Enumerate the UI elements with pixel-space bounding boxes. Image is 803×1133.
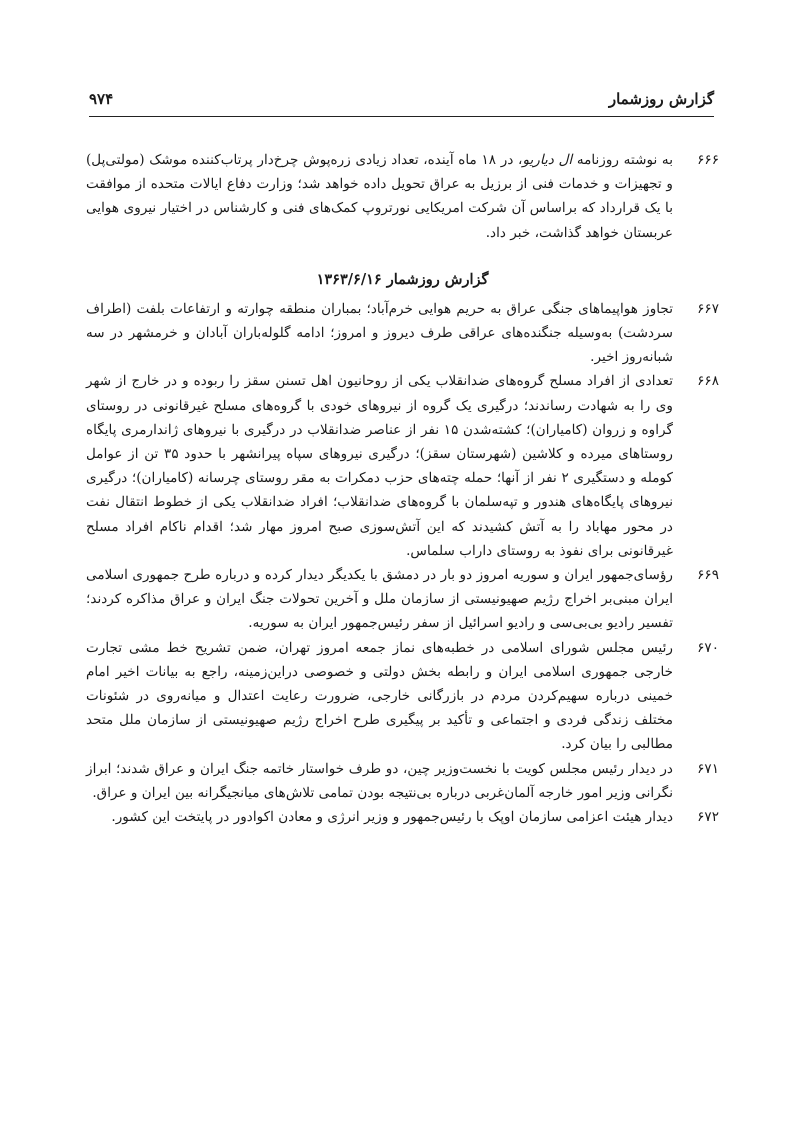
newspaper-name: ال دیاریو xyxy=(522,152,573,168)
entry-text: تعدادی از افراد مسلح گروه‌های ضدانقلاب یکی از روحانیون اهل تسنن سقز را ربوده و در خارج از شهر وی را به شهادت رساندند؛ درگیری یک گروه از نیروهای خودی با گروه‌های مسلح غیرقانونی در روستای گراوه و زروان (کامیاران)؛ کشته‌شدن ۱۵ نفر از عناصر ضدانقلاب در درگیری با نیروهای ژاندارمری پایگاه روستاهای میرده و کلاشین (شهرستان سقز)؛ درگیری نیروهای سپاه پیرانشهر با حدود ۳۵ تن از عوامل کومله و دستگیری ۲ نفر از آنها؛ حمله چته‌های حزب دمکرات به مقر روستای چرسانه (کامیاران)؛ درگیری نیروهای پایگاه‌های هندور و تپه‌سلمان با گروه‌های ضدانقلاب؛ افراد ضدانقلاب یکی از خطوط انتقال نفت در محور مهاباد را به آتش کشیدند که این آتش‌سوزی صبح امروز مهار شد؛ اقدام ناکام افراد مسلح غیرقانونی برای نفوذ به روستای داراب سلماس. xyxy=(86,373,673,559)
entry-669 xyxy=(86,563,719,636)
entry-number: ۶۶۷ xyxy=(697,300,719,317)
entry-672 xyxy=(86,805,719,829)
page-content xyxy=(86,148,719,829)
entry-text: تجاوز هواپیماهای جنگی عراق به حریم هوایی خرم‌آباد؛ بمباران منطقه چوارته و ارتفاعات بلفت (اطراف سردشت) به‌وسیله جنگنده‌های عراقی طرف دیروز و امروز؛ ادامه گلوله‌باران آبادان و خرمشهر در سه شبانه‌روز اخیر. xyxy=(86,300,673,366)
running-title: گزارش روزشمار xyxy=(608,90,714,108)
entry-text: رؤسای‌جمهور ایران و سوریه امروز دو بار در دمشق با یکدیگر دیدار کرده و درباره طرح جمهوری اسلامی ایران مبنی‌بر اخراج رژیم صهیونیستی از سازمان ملل و آخرین تحولات جنگ ایران و عراق مذاکره کردند؛ تفسیر رادیو بی‌بی‌سی و رادیو اسرائیل از سفر رئیس‌جمهور ایران به سوریه. xyxy=(86,567,673,632)
entry-number: ۶۷۰ xyxy=(697,639,719,656)
page-header xyxy=(89,88,714,117)
entry-670 xyxy=(86,636,719,757)
entry-666 xyxy=(86,148,719,245)
entry-number: ۶۷۱ xyxy=(697,760,719,777)
entry-667 xyxy=(86,297,719,370)
entry-number: ۶۷۲ xyxy=(697,809,719,826)
entry-text: دیدار هیئت اعزامی سازمان اوپک با رئیس‌جمهور و وزیر انرژی و معادن اکوادور در پایتخت این کشور. xyxy=(111,809,673,826)
section-title: گزارش روزشمار ۱۳۶۳/۶/۱۶ xyxy=(316,270,489,288)
entry-671 xyxy=(86,757,719,805)
entry-text: به نوشته روزنامه ال دیاریو، در ۱۸ ماه آینده، تعداد زیادی زره‌پوش چرخ‌دار پرتاب‌کننده موشک (مولتی‌پل) و تجهیزات و خدمات فنی از برزیل به عراق تحویل داده خواهد شد؛ وزارت دفاع ایالات متحده از موافقت با یک قرارداد که براساس آن شرکت امریکایی نورتروپ کمک‌های فنی و کارشناس در اختیار نیروی هوایی عربستان خواهد گذاشت، خبر داد. xyxy=(86,152,674,241)
page-number: ۹۷۴ xyxy=(89,90,114,108)
entry-number: ۶۶۶ xyxy=(697,152,719,168)
entry-number: ۶۶۹ xyxy=(697,567,719,584)
entry-668 xyxy=(86,369,719,563)
entry-number: ۶۶۸ xyxy=(697,373,719,390)
entry-text: در دیدار رئیس مجلس کویت با نخست‌وزیر چین، دو طرف خواستار خاتمه جنگ ایران و عراق شدند؛ ابراز نگرانی وزیر امور خارجه آلمان‌غربی درباره بی‌نتیجه بودن تمامی تلاش‌های میانجیگرانه بین ایران و عراق. xyxy=(86,760,673,801)
entry-text: رئیس مجلس شورای اسلامی در خطبه‌های نماز جمعه امروز تهران، ضمن تشریح خط مشی تجارت خارجی جمهوری اسلامی ایران و رابطه بخش دولتی و خصوصی دراین‌زمینه، راجع به بیانات اخیر امام خمینی درباره سهیم‌کردن مردم در بازرگانی خارجی، ضرورت رعایت اعتدال و میانه‌روی در شئونات مختلف زندگی فردی و اجتماعی و تأکید بر پیگیری طرح اخراج رژیم صهیونیستی از سازمان ملل متحد مطالبی را بیان کرد. xyxy=(86,639,673,753)
